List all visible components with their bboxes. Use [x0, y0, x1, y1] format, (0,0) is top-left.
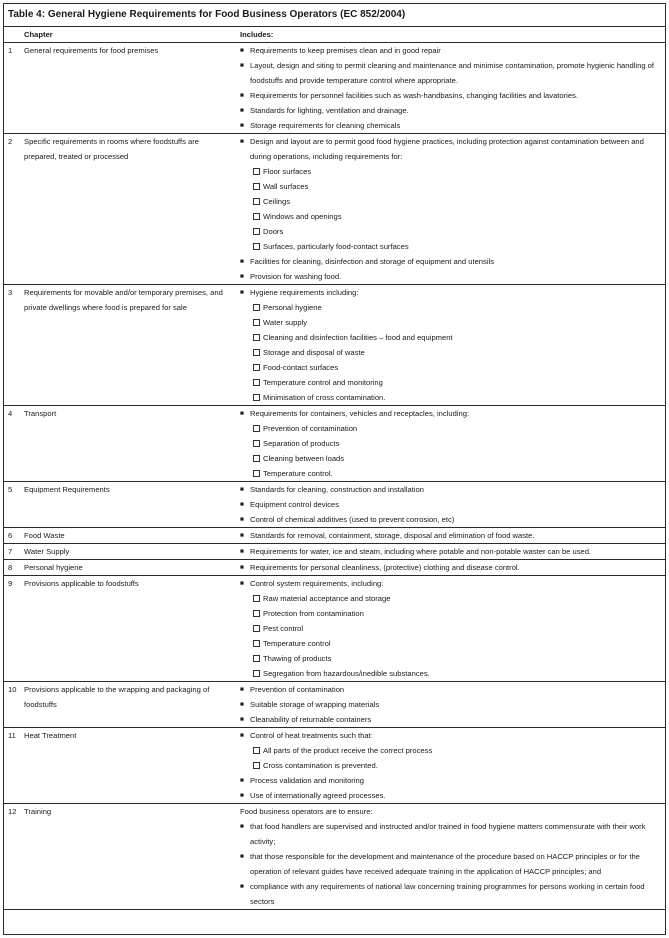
item-text: Requirements for containers, vehicles and receptacles, including: [250, 409, 470, 418]
square-bullet-icon: ■ [240, 716, 244, 723]
item-text: Personal hygiene [263, 303, 322, 312]
sub-item [240, 606, 659, 621]
sub-item [240, 345, 659, 360]
bullet-item [240, 118, 659, 133]
intro-text [240, 804, 659, 819]
table-header-row [4, 27, 665, 43]
item-text: Requirements for water, ice and steam, including where potable and non-potable waster can be used. [250, 547, 592, 556]
item-text: Wall surfaces [263, 182, 309, 191]
includes-cell [240, 43, 665, 134]
table-row [4, 43, 665, 134]
checkbox-outline-icon [250, 209, 263, 224]
item-text: Requirements to keep premises clean and in good repair [250, 46, 441, 55]
chapter-number: 9 [4, 576, 24, 682]
square-bullet-icon: ■ [240, 548, 244, 555]
checkbox-outline-icon [250, 315, 263, 330]
includes-cell [240, 728, 665, 804]
checkbox-outline-icon [250, 179, 263, 194]
checkbox-outline-icon [250, 390, 263, 405]
includes-cell [240, 528, 665, 544]
sub-item [240, 360, 659, 375]
item-text: that food handlers are supervised and instructed and/or trained in food hygiene matters commensurate with their work activity; [250, 822, 646, 846]
includes-cell [240, 134, 665, 285]
item-text: Layout, design and siting to permit cleaning and maintenance and minimise contamination, promote hygienic handling of foodstuffs and provide temperature control where appropriate. [250, 61, 654, 85]
bullet-item [240, 544, 659, 559]
sub-item [240, 164, 659, 179]
checkbox-outline-icon [250, 636, 263, 651]
item-text: Temperature control and monitoring [263, 378, 383, 387]
square-bullet-icon: ■ [240, 823, 244, 830]
square-bullet-icon: ■ [240, 273, 244, 280]
item-text: Prevention of contamination [263, 424, 358, 433]
checkbox-outline-icon [250, 345, 263, 360]
includes-cell [240, 544, 665, 560]
item-text: that those responsible for the development and maintenance of the procedure based on HACCP principles or for the operation of relevant guides have received adequate training in the application of HACCP principles; and [250, 852, 640, 876]
item-text: Ceilings [263, 197, 291, 206]
table-title: Table 4: General Hygiene Requirements for Food Business Operators (EC 852/2004) [4, 4, 665, 27]
item-text: Cleaning between loads [263, 454, 345, 463]
checkbox-outline-icon [250, 164, 263, 179]
sub-item [240, 621, 659, 636]
chapter-number: 10 [4, 682, 24, 728]
includes-cell [240, 682, 665, 728]
item-text: Protection from contamination [263, 609, 364, 618]
bullet-item [240, 254, 659, 269]
chapter-name: Personal hygiene [24, 560, 240, 576]
chapter-column-header: Chapter [24, 27, 240, 43]
bullet-item [240, 88, 659, 103]
square-bullet-icon: ■ [240, 258, 244, 265]
checkbox-outline-icon [250, 300, 263, 315]
chapter-name: Transport [24, 406, 240, 482]
item-text: Cross contamination is prevented. [263, 761, 378, 770]
square-bullet-icon: ■ [240, 501, 244, 508]
sub-item [240, 591, 659, 606]
sub-item [240, 194, 659, 209]
item-text: Standards for cleaning, construction and installation [250, 485, 424, 494]
chapter-name: Equipment Requirements [24, 482, 240, 528]
bullet-item [240, 576, 659, 591]
checkbox-outline-icon [250, 606, 263, 621]
item-text: Use of internationally agreed processes. [250, 791, 386, 800]
item-text: Temperature control [263, 639, 331, 648]
number-column-header [4, 27, 24, 43]
square-bullet-icon: ■ [240, 580, 244, 587]
square-bullet-icon: ■ [240, 732, 244, 739]
chapter-name: Requirements for movable and/or temporary premises, and private dwellings where food is prepared for sale [24, 285, 240, 406]
includes-cell [240, 406, 665, 482]
chapter-number: 7 [4, 544, 24, 560]
sub-item [240, 390, 659, 405]
item-text: Control system requirements, including: [250, 579, 384, 588]
bullet-item [240, 879, 659, 909]
item-text: Floor surfaces [263, 167, 312, 176]
bullet-item [240, 697, 659, 712]
chapter-name: Provisions applicable to foodstuffs [24, 576, 240, 682]
chapter-name: Water Supply [24, 544, 240, 560]
includes-column-header: Includes: [240, 27, 665, 43]
item-text: Process validation and monitoring [250, 776, 364, 785]
square-bullet-icon: ■ [240, 62, 244, 69]
table-row [4, 285, 665, 406]
includes-cell [240, 576, 665, 682]
item-text: Raw material acceptance and storage [263, 594, 391, 603]
bullet-item [240, 788, 659, 803]
bullet-item [240, 43, 659, 58]
hygiene-requirements-table [4, 27, 665, 910]
bullet-item [240, 528, 659, 543]
item-text: Control of heat treatments such that: [250, 731, 373, 740]
sub-item [240, 636, 659, 651]
chapter-name: Food Waste [24, 528, 240, 544]
chapter-number: 11 [4, 728, 24, 804]
item-text: Standards for removal, containment, storage, disposal and elimination of food waste. [250, 531, 535, 540]
sub-item [240, 239, 659, 254]
square-bullet-icon: ■ [240, 92, 244, 99]
sub-item [240, 179, 659, 194]
checkbox-outline-icon [250, 758, 263, 773]
includes-cell [240, 560, 665, 576]
bullet-item [240, 497, 659, 512]
chapter-name: Specific requirements in rooms where foodstuffs are prepared, treated or processed [24, 134, 240, 285]
checkbox-outline-icon [250, 330, 263, 345]
sub-item [240, 375, 659, 390]
square-bullet-icon: ■ [240, 532, 244, 539]
item-text: Provision for washing food. [250, 272, 342, 281]
item-text: Requirements for personnel facilities such as wash-handbasins, changing facilities and lavatories. [250, 91, 578, 100]
bullet-item [240, 773, 659, 788]
square-bullet-icon: ■ [240, 701, 244, 708]
checkbox-outline-icon [250, 743, 263, 758]
chapter-number: 12 [4, 804, 24, 910]
checkbox-outline-icon [250, 651, 263, 666]
checkbox-outline-icon [250, 621, 263, 636]
chapter-name: Provisions applicable to the wrapping and packaging of foodstuffs [24, 682, 240, 728]
sub-item [240, 224, 659, 239]
sub-item [240, 315, 659, 330]
item-text: Design and layout are to permit good food hygiene practices, including protection against contamination between and during operations, including requirements for: [250, 137, 644, 161]
bullet-item [240, 406, 659, 421]
bullet-item [240, 58, 659, 88]
square-bullet-icon: ■ [240, 122, 244, 129]
chapter-number: 4 [4, 406, 24, 482]
sub-item [240, 651, 659, 666]
table-row [4, 682, 665, 728]
chapter-name: Heat Treatment [24, 728, 240, 804]
includes-cell [240, 285, 665, 406]
item-text: Suitable storage of wrapping materials [250, 700, 380, 709]
chapter-number: 2 [4, 134, 24, 285]
sub-item [240, 758, 659, 773]
item-text: Standards for lighting, ventilation and drainage. [250, 106, 409, 115]
includes-cell [240, 804, 665, 910]
checkbox-outline-icon [250, 421, 263, 436]
checkbox-outline-icon [250, 436, 263, 451]
chapter-number: 3 [4, 285, 24, 406]
bullet-item [240, 285, 659, 300]
item-text: Equipment control devices [250, 500, 340, 509]
item-text: Facilities for cleaning, disinfection and storage of equipment and utensils [250, 257, 494, 266]
table-row [4, 482, 665, 528]
item-text: Minimisation of cross contamination. [263, 393, 386, 402]
item-text: Cleaning and disinfection facilities – food and equipment [263, 333, 453, 342]
checkbox-outline-icon [250, 666, 263, 681]
bullet-item [240, 512, 659, 527]
chapter-name: Training [24, 804, 240, 910]
square-bullet-icon: ■ [240, 138, 244, 145]
sub-item [240, 466, 659, 481]
bullet-item [240, 269, 659, 284]
checkbox-outline-icon [250, 375, 263, 390]
item-text: Windows and openings [263, 212, 342, 221]
item-text: Temperature control. [263, 469, 333, 478]
item-text: Thawing of products [263, 654, 332, 663]
item-text: Water supply [263, 318, 308, 327]
chapter-number: 8 [4, 560, 24, 576]
bullet-item [240, 103, 659, 118]
table-row [4, 560, 665, 576]
table-row [4, 528, 665, 544]
bullet-item [240, 560, 659, 575]
checkbox-outline-icon [250, 239, 263, 254]
sub-item [240, 421, 659, 436]
sub-item [240, 451, 659, 466]
checkbox-outline-icon [250, 194, 263, 209]
square-bullet-icon: ■ [240, 107, 244, 114]
square-bullet-icon: ■ [240, 883, 244, 890]
bullet-item [240, 682, 659, 697]
square-bullet-icon: ■ [240, 289, 244, 296]
chapter-number: 6 [4, 528, 24, 544]
square-bullet-icon: ■ [240, 853, 244, 860]
checkbox-outline-icon [250, 466, 263, 481]
table-row [4, 406, 665, 482]
chapter-name: General requirements for food premises [24, 43, 240, 134]
square-bullet-icon: ■ [240, 777, 244, 784]
table-row [4, 728, 665, 804]
document-page [3, 3, 666, 935]
item-text: Food business operators are to ensure: [240, 807, 373, 816]
item-text: Cleanability of returnable containers [250, 715, 372, 724]
item-text: Surfaces, particularly food-contact surfaces [263, 242, 409, 251]
item-text: Separation of products [263, 439, 340, 448]
chapter-number: 5 [4, 482, 24, 528]
table-row [4, 544, 665, 560]
sub-item [240, 330, 659, 345]
sub-item [240, 300, 659, 315]
chapter-number: 1 [4, 43, 24, 134]
square-bullet-icon: ■ [240, 516, 244, 523]
table-row [4, 134, 665, 285]
item-text: compliance with any requirements of national law concerning training programmes for persons working in certain food sectors [250, 882, 645, 906]
bullet-item [240, 134, 659, 164]
item-text: Storage and disposal of waste [263, 348, 365, 357]
table-row [4, 576, 665, 682]
bullet-item [240, 819, 659, 849]
item-text: Control of chemical additives (used to prevent corrosion, etc) [250, 515, 455, 524]
table-body [4, 43, 665, 910]
square-bullet-icon: ■ [240, 792, 244, 799]
item-text: Food-contact surfaces [263, 363, 339, 372]
sub-item [240, 743, 659, 758]
square-bullet-icon: ■ [240, 486, 244, 493]
bullet-item [240, 712, 659, 727]
checkbox-outline-icon [250, 360, 263, 375]
square-bullet-icon: ■ [240, 686, 244, 693]
item-text: Requirements for personal cleanliness, (protective) clothing and disease control. [250, 563, 520, 572]
item-text: Hygiene requirements including: [250, 288, 359, 297]
square-bullet-icon: ■ [240, 47, 244, 54]
square-bullet-icon: ■ [240, 564, 244, 571]
item-text: Segregation from hazardous/inedible substances. [263, 669, 430, 678]
item-text: Pest control [263, 624, 304, 633]
item-text: All parts of the product receive the correct process [263, 746, 433, 755]
item-text: Doors [263, 227, 284, 236]
includes-cell [240, 482, 665, 528]
sub-item [240, 436, 659, 451]
item-text: Storage requirements for cleaning chemicals [250, 121, 401, 130]
sub-item [240, 209, 659, 224]
sub-item [240, 666, 659, 681]
checkbox-outline-icon [250, 591, 263, 606]
bullet-item [240, 728, 659, 743]
table-row [4, 804, 665, 910]
checkbox-outline-icon [250, 224, 263, 239]
bullet-item [240, 849, 659, 879]
checkbox-outline-icon [250, 451, 263, 466]
item-text: Prevention of contamination [250, 685, 345, 694]
square-bullet-icon: ■ [240, 410, 244, 417]
bullet-item [240, 482, 659, 497]
